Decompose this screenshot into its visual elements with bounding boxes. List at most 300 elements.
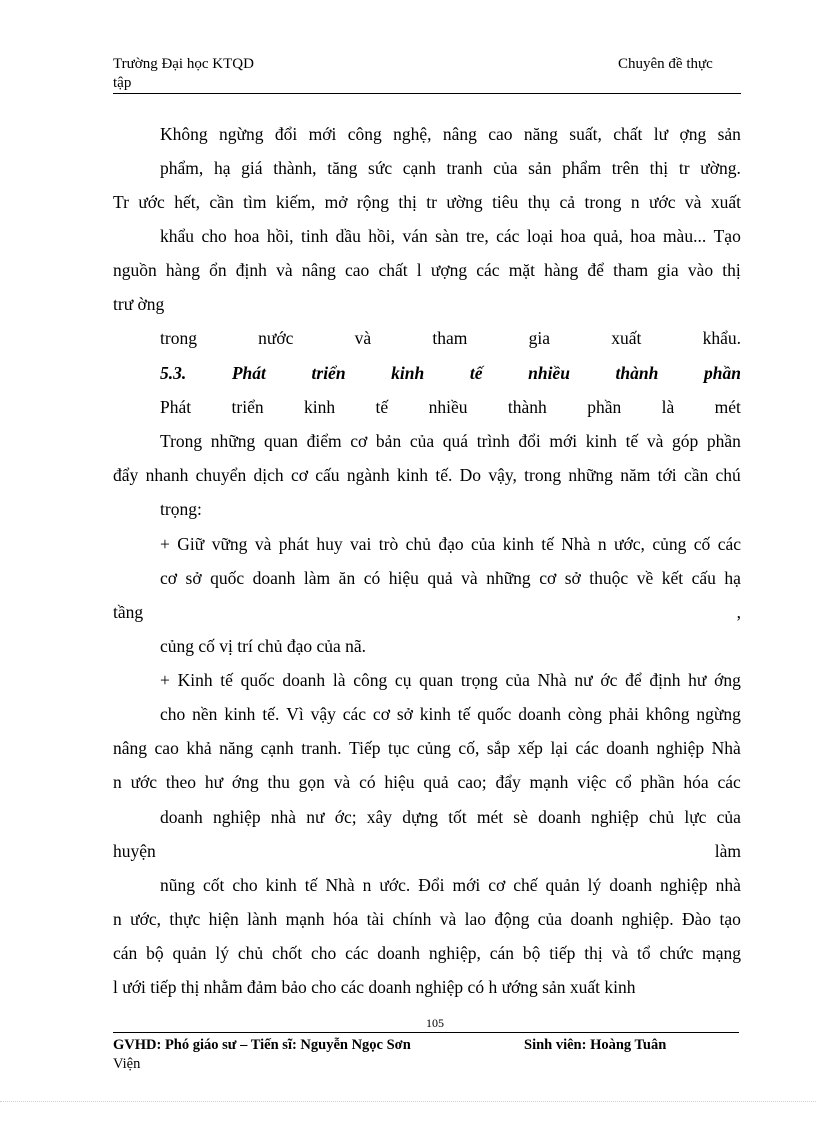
word: tre, <box>465 226 489 246</box>
word: tế. <box>435 465 453 485</box>
word: thị <box>649 158 669 178</box>
word: kết <box>661 568 684 588</box>
word: của <box>537 909 563 929</box>
word: ước. <box>379 875 411 895</box>
word: sở <box>564 568 581 588</box>
word: nâng <box>113 738 148 758</box>
body-line-4 <box>113 224 741 248</box>
word: sở <box>396 704 413 724</box>
word: hàng <box>165 260 200 280</box>
word: Nhà <box>711 738 741 758</box>
word: hóa <box>332 909 359 929</box>
word: n <box>597 534 607 554</box>
word: sản <box>717 124 741 144</box>
word: doanh <box>377 943 420 963</box>
word: cho <box>160 704 186 724</box>
body-line-2 <box>113 156 741 180</box>
word: bản <box>375 431 402 451</box>
word: gia <box>528 328 551 348</box>
footer-rule <box>113 1032 739 1033</box>
word: Không <box>160 124 208 144</box>
word: định <box>649 670 681 690</box>
word: nước <box>258 328 294 348</box>
word: mét <box>714 397 741 417</box>
word: sức <box>368 158 393 178</box>
word: bộ <box>522 943 541 963</box>
word: nhiều <box>428 397 468 417</box>
word: tìm <box>243 192 267 212</box>
word: ước, <box>614 534 645 554</box>
word: Do <box>459 465 482 485</box>
word: sàn <box>435 226 459 246</box>
word: hồi, <box>368 226 396 246</box>
word: trình <box>476 431 510 451</box>
word: sở <box>185 568 202 588</box>
word: tế <box>220 670 233 690</box>
word: năng <box>523 124 558 144</box>
word: của <box>716 807 741 827</box>
word: gọn <box>298 772 325 792</box>
word: tế. <box>262 704 280 724</box>
word: chính <box>392 909 432 929</box>
word: lao <box>464 909 487 929</box>
word: cơ <box>350 431 368 451</box>
word: tục <box>388 738 410 758</box>
word: hết, <box>174 192 200 212</box>
body-line-1 <box>113 122 741 146</box>
word: vào <box>687 260 714 280</box>
word: thuộc <box>589 568 629 588</box>
word: màu... <box>662 226 707 246</box>
word: vậy, <box>488 465 517 485</box>
word: tranh. <box>301 738 342 758</box>
word: + <box>160 670 170 690</box>
word: tốt <box>448 807 467 827</box>
word: hàng <box>544 260 579 280</box>
word: rộng <box>356 192 389 212</box>
word: trong <box>584 192 622 212</box>
heading-word: tế <box>469 363 483 383</box>
word: ợng <box>679 124 707 144</box>
word: trên <box>611 158 639 178</box>
body-line-17 <box>113 668 741 692</box>
word: và <box>646 431 664 451</box>
word: vậy <box>310 704 336 724</box>
word: bộ <box>146 943 164 963</box>
word: nhà <box>270 807 297 827</box>
word: trong <box>524 465 562 485</box>
word: cạnh <box>402 158 436 178</box>
word: đẩy <box>495 772 521 792</box>
word: và <box>439 909 457 929</box>
word: của <box>471 534 496 554</box>
word: nghiệp <box>656 738 705 758</box>
word: Vì <box>286 704 304 724</box>
body-line-16: củng cố vị trí chủ đạo của nã. <box>160 636 367 656</box>
word: tham <box>613 260 649 280</box>
footer-student: Sinh viên: Hoàng Tuân <box>524 1037 667 1053</box>
word: tăng <box>327 158 358 178</box>
word: huy <box>316 534 343 554</box>
word: lý <box>215 943 229 963</box>
word: loại <box>526 226 554 246</box>
word: cơ <box>160 568 178 588</box>
word: kiếm, <box>275 192 316 212</box>
word: cao <box>345 260 370 280</box>
body-line-5 <box>113 258 741 282</box>
word: doanh <box>606 738 650 758</box>
word: nũng <box>160 875 195 895</box>
word: doanh <box>609 875 652 895</box>
word: gia <box>657 260 679 280</box>
word: quan <box>263 431 298 451</box>
body-line-22 <box>113 839 741 863</box>
word: tế <box>304 875 318 895</box>
word: cao <box>154 738 179 758</box>
word: nhanh <box>145 465 189 485</box>
word: các <box>342 704 367 724</box>
word: xuất <box>710 192 741 212</box>
word: và <box>684 192 702 212</box>
word: n <box>362 875 372 895</box>
heading-word: Phát <box>231 363 266 383</box>
word: phẩm, <box>160 158 204 178</box>
word: tr <box>426 192 437 212</box>
word: ớc; <box>334 807 357 827</box>
word: lành <box>247 909 278 929</box>
word: ường <box>446 192 483 212</box>
word: Đổi <box>418 875 445 895</box>
word: làm <box>303 568 331 588</box>
word: chất <box>613 124 643 144</box>
word: Giữ <box>177 534 205 554</box>
word: khả <box>186 738 212 758</box>
word: chủ <box>237 943 264 963</box>
word: tiếp <box>549 943 576 963</box>
word: chất <box>378 260 408 280</box>
word: sè <box>513 807 528 827</box>
header-rule <box>113 93 741 94</box>
word: mạnh <box>285 909 325 929</box>
word: củng <box>416 738 451 758</box>
word: việc <box>577 772 607 792</box>
word: huyện <box>113 841 156 861</box>
word: và <box>276 260 293 280</box>
word: cơ <box>372 704 390 724</box>
word: cấu <box>315 465 340 485</box>
word: và <box>333 772 351 792</box>
word: quản <box>172 943 207 963</box>
word: ớng <box>231 772 259 792</box>
word: thụ <box>527 192 551 212</box>
word: các <box>717 534 741 554</box>
word: quan <box>419 670 454 690</box>
word: ượng <box>430 260 468 280</box>
heading-word: thành <box>615 363 659 383</box>
word: và <box>461 568 478 588</box>
word: phải <box>608 704 639 724</box>
word: nghiệp <box>659 875 708 895</box>
word: những <box>210 431 256 451</box>
word: quốc <box>477 704 512 724</box>
word: phát <box>278 534 309 554</box>
word: cho <box>232 875 258 895</box>
word: mở <box>324 192 348 212</box>
word: tạo <box>719 909 741 929</box>
word: chủ <box>648 807 675 827</box>
word: mới <box>549 431 578 451</box>
word: các <box>575 738 599 758</box>
word: khẩu. <box>702 328 741 348</box>
word: để <box>625 670 642 690</box>
header-continuation: tập <box>113 75 132 91</box>
word: cơ <box>488 875 506 895</box>
body-line-9 <box>113 395 741 419</box>
word: công <box>347 124 382 144</box>
word: cán <box>489 943 514 963</box>
body-line-20 <box>113 770 741 794</box>
heading-word: triển <box>311 363 346 383</box>
word: tranh <box>446 158 483 178</box>
word: cho <box>310 943 337 963</box>
word: thị <box>398 192 417 212</box>
word: đổi <box>518 431 541 451</box>
body-line-24 <box>113 907 741 931</box>
word: ngừng <box>696 704 741 724</box>
word: ớng <box>714 670 741 690</box>
word: nghiệp <box>212 807 261 827</box>
word: nghiệp. <box>621 909 674 929</box>
word: thu <box>267 772 290 792</box>
word: Trong <box>160 431 203 451</box>
word: các <box>496 226 520 246</box>
word: củng <box>652 534 687 554</box>
word: góp <box>672 431 699 451</box>
section-heading-5-3 <box>113 361 741 385</box>
word: tổ <box>636 943 651 963</box>
heading-word: 5.3. <box>160 363 187 383</box>
word: làm <box>714 841 741 861</box>
word: cạnh <box>260 738 294 758</box>
word: nâng <box>442 124 477 144</box>
word: kinh <box>265 875 297 895</box>
body-line-26: l ưới tiếp thị nhằm đảm bảo cho các doanh nghiệp có h ướng sản xuất kinh <box>113 977 636 997</box>
body-line-19 <box>113 736 741 760</box>
word: tới <box>657 465 677 485</box>
word: tham <box>432 328 468 348</box>
word: + <box>160 534 170 554</box>
word: lực <box>684 807 707 827</box>
word: ngừng <box>219 124 264 144</box>
word: khẩu <box>160 226 195 246</box>
word: ăn <box>338 568 356 588</box>
footer-advisor: GVHD: Phó giáo sư – Tiến sĩ: Nguyễn Ngọc Sơn <box>113 1037 411 1053</box>
word: Nhà <box>537 670 567 690</box>
word: Phát <box>160 397 192 417</box>
word: cần <box>683 465 709 485</box>
word: cụ <box>394 670 412 690</box>
word: hóa <box>683 772 709 792</box>
word: cố, <box>458 738 480 758</box>
word: điểm <box>306 431 342 451</box>
word: quá <box>442 431 469 451</box>
word: nhà <box>715 875 741 895</box>
word: cốt <box>203 875 225 895</box>
word: động <box>494 909 530 929</box>
word: Tạo <box>713 226 741 246</box>
word: quản <box>545 875 580 895</box>
word: cần <box>209 192 234 212</box>
word: thị <box>584 943 603 963</box>
word: tiêu <box>492 192 519 212</box>
word: n <box>113 909 122 929</box>
word: cấu <box>691 568 716 588</box>
word: thị <box>722 260 741 280</box>
word: quốc <box>240 670 275 690</box>
word: hiệu <box>388 568 419 588</box>
word: kinh <box>304 397 336 417</box>
word: những <box>486 568 531 588</box>
word: ổn <box>209 260 227 280</box>
word: hư <box>688 670 707 690</box>
word: chú <box>715 465 741 485</box>
word: lư <box>653 124 669 144</box>
word: ván <box>402 226 428 246</box>
word: trọng <box>460 670 498 690</box>
word: cao <box>488 124 513 144</box>
word: tế <box>375 397 389 417</box>
word: hoa <box>630 226 656 246</box>
word: nâng <box>301 260 336 280</box>
word: Tr <box>113 192 129 212</box>
word: ước <box>130 772 158 792</box>
word: triển <box>231 397 264 417</box>
word: cả <box>559 192 576 212</box>
word: đẩy <box>113 465 139 485</box>
body-line-21 <box>113 805 741 829</box>
word: các <box>476 260 500 280</box>
body-line-15 <box>113 600 741 624</box>
word: mặt <box>508 260 535 280</box>
word: phần <box>640 772 675 792</box>
word: nư <box>306 807 325 827</box>
word: suất, <box>569 124 602 144</box>
word: tế <box>625 431 639 451</box>
word: cao; <box>457 772 487 792</box>
word: n <box>630 192 640 212</box>
word: ớc <box>600 670 618 690</box>
word: của <box>505 670 530 690</box>
word: lý <box>587 875 602 895</box>
body-line-23 <box>113 873 741 897</box>
word: hiện <box>208 909 239 929</box>
word: doanh <box>538 807 581 827</box>
word: dịch <box>253 465 284 485</box>
word: chế <box>513 875 538 895</box>
word: quả <box>423 772 449 792</box>
word: giá <box>241 158 263 178</box>
word: năng <box>219 738 254 758</box>
word: và <box>354 328 372 348</box>
word: mạng <box>702 943 741 963</box>
body-line-7 <box>113 326 741 350</box>
word: hồi, <box>266 226 294 246</box>
word: công <box>353 670 388 690</box>
word: nghiệp, <box>428 943 481 963</box>
word: sắp <box>486 738 511 758</box>
footer-advisor-continuation: Viện <box>113 1056 141 1072</box>
word: về <box>636 568 654 588</box>
word: năm <box>620 465 651 485</box>
word: hạ <box>724 568 741 588</box>
word: các <box>717 772 741 792</box>
header-report-title: Chuyên đề thực <box>618 56 713 72</box>
word: quốc <box>210 568 245 588</box>
word: mạnh <box>529 772 569 792</box>
word: mét <box>476 807 504 827</box>
word: đạo <box>438 534 464 554</box>
word: quả, <box>593 226 623 246</box>
word: quả <box>427 568 453 588</box>
word: thành <box>507 397 547 417</box>
body-line-3 <box>113 190 741 214</box>
page-bottom-divider <box>0 1101 816 1102</box>
word: , <box>736 602 741 622</box>
word: vai <box>349 534 372 554</box>
word: và <box>254 534 272 554</box>
word: trò <box>378 534 399 554</box>
word: trong <box>160 328 197 348</box>
word: của <box>493 158 518 178</box>
word: cơ <box>539 568 557 588</box>
word: hiệu <box>384 772 415 792</box>
word: nền <box>192 704 218 724</box>
word: doanh <box>252 568 296 588</box>
word: có <box>363 568 381 588</box>
word: nư <box>574 670 593 690</box>
word: nghiệp <box>591 807 639 827</box>
word: tinh <box>300 226 329 246</box>
word: dầu <box>335 226 361 246</box>
body-line-13 <box>113 532 741 556</box>
word: hạ <box>213 158 231 178</box>
word: có <box>359 772 376 792</box>
word: nguồn <box>113 260 157 280</box>
word: n <box>113 772 122 792</box>
body-line-18 <box>113 702 741 726</box>
word: nghệ, <box>393 124 432 144</box>
word: những <box>568 465 613 485</box>
word: mới <box>308 124 337 144</box>
word: sản <box>528 158 552 178</box>
word: chuyển <box>195 465 247 485</box>
body-line-10 <box>113 429 741 453</box>
word: mới <box>452 875 481 895</box>
word: kinh <box>396 465 429 485</box>
word: hư <box>204 772 224 792</box>
word: cố <box>693 534 711 554</box>
word: cán <box>113 943 138 963</box>
word: kinh <box>419 704 451 724</box>
body-line-14 <box>113 566 741 590</box>
body-line-12: trọng: <box>160 499 202 519</box>
word: định <box>235 260 267 280</box>
word: phần <box>706 431 741 451</box>
body-line-11 <box>113 463 741 487</box>
word: Kinh <box>177 670 213 690</box>
word: tế <box>541 534 554 554</box>
word: Nhà <box>561 534 591 554</box>
